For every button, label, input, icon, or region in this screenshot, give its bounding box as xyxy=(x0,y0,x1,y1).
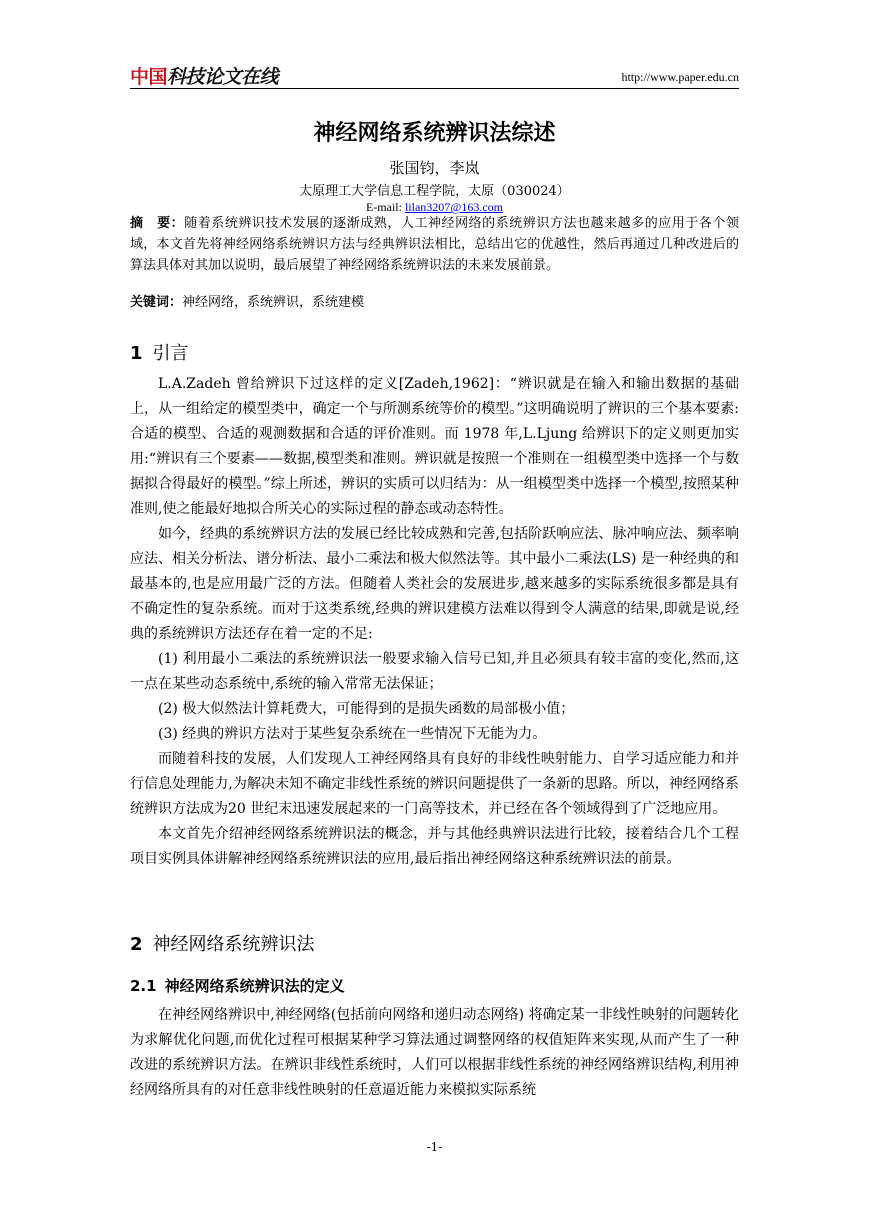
paragraph: 本文首先介绍神经网络系统辨识法的概念，并与其他经典辨识法进行比较，接着结合几个工程项目实例具体讲解神经网络系统辨识法的应用,最后指出神经网络这种系统辨识法的前景。 xyxy=(130,826,739,867)
abstract xyxy=(130,213,739,276)
logo-part-red: 中国 xyxy=(130,66,168,88)
list-marker: (1) xyxy=(158,651,178,667)
section-2-1-body xyxy=(130,1003,739,1103)
page-number: -1- xyxy=(426,1140,443,1154)
paragraph: 而随着科技的发展，人们发现人工神经网络具有良好的非线性映射能力、自学习适应能力和并行信息处理能力,为解决未知不确定非线性系统的辨识问题提供了一条新的思路。所以，神经网络系统辨识方法成为20 世纪末迅速发展起来的一门高等技术，并已经在各个领域得到了广泛地应用。 xyxy=(130,751,739,817)
list-text: 极大似然法计算耗费大，可能得到的是损失函数的局部极小值； xyxy=(182,701,575,717)
keywords-text: 神经网络，系统辨识，系统建模 xyxy=(182,295,365,310)
section-2-number: 2 xyxy=(130,934,143,955)
keywords-label: 关键词： xyxy=(130,295,183,310)
email-label: E-mail: xyxy=(365,200,405,214)
logo-part-black: 科技论文在线 xyxy=(167,66,279,88)
section-1-number: 1 xyxy=(130,343,143,364)
list-text: 利用最小二乘法的系统辨识法一般要求输入信号已知,并且必须具有较丰富的变化,然而,这一点在某些动态系统中,系统的输入常常无法保证； xyxy=(130,651,739,692)
section-2-title: 神经网络系统辨识法 xyxy=(152,934,315,955)
section-2-1-heading xyxy=(130,976,739,996)
abstract-text: 随着系统辨识技术发展的逐渐成熟，人工神经网络的系统辨识方法也越来越多的应用于各个领域，本文首先将神经网络系统辨识方法与经典辨识法相比，总结出它的优越性，然后再通过几种改进后的算法具体对其加以说明，最后展望了神经网络系统辨识法的未来发展前景。 xyxy=(130,216,739,273)
paper-authors: 张国钧，李岚 xyxy=(389,159,480,177)
list-item xyxy=(130,697,739,722)
list-item xyxy=(130,647,739,697)
list-text: 经典的辨识方法对于某些复杂系统在一些情况下无能为力。 xyxy=(182,726,547,742)
list-item xyxy=(130,722,739,747)
list-marker: (2) xyxy=(158,701,178,717)
section-1-heading xyxy=(130,342,739,366)
page-header xyxy=(130,60,739,89)
email-link[interactable]: lilan3207@163.com xyxy=(404,200,504,214)
section-2-1-title: 神经网络系统辨识法的定义 xyxy=(164,977,345,995)
keywords xyxy=(130,293,739,313)
paragraph: L.A.Zadeh 曾给辨识下过这样的定义[Zadeh,1962]：“辨识就是在输入和输出数据的基础上，从一组给定的模型类中，确定一个与所测系统等价的模型。”这明确说明了辨识的三个基本要素:合适的模型、合适的观测数据和合适的评价准则。而 1978 年,L.Ljung 给辨识下的定义则更加实用:“辨识有三个要素——数据,模型类和准则。辨识就是按照一个准则在一组模型类中选择一个与数据拟合得最好的模型。”综上所述，辨识的实质可以归结为：从一组模型类中选择一个模型,按照某种准则,使之能最好地拟合所关心的实际过程的静态或动态特性。 xyxy=(130,376,739,517)
section-2-heading xyxy=(130,933,739,957)
section-2-1-number: 2.1 xyxy=(130,977,157,995)
paper-title: 神经网络系统辨识法综述 xyxy=(313,121,556,146)
section-1-title: 引言 xyxy=(152,343,189,364)
abstract-label: 摘 要： xyxy=(130,216,185,231)
site-url[interactable]: http://www.paper.edu.cn xyxy=(621,70,739,84)
site-logo xyxy=(130,62,278,86)
section-1-body xyxy=(130,372,739,872)
list-marker: (3) xyxy=(158,726,178,742)
paper-affiliation: 太原理工大学信息工程学院，太原（030024） xyxy=(299,184,570,199)
paragraph: 如今，经典的系统辨识方法的发展已经比较成熟和完善,包括阶跃响应法、脉冲响应法、频率响应法、相关分析法、谱分析法、最小二乘法和极大似然法等。其中最小二乘法(LS) 是一种经典的和最基本的,也是应用最广泛的方法。但随着人类社会的发展进步,越来越多的实际系统很多都是具有不确定性的复杂系统。而对于这类系统,经典的辨识建模方法难以得到令人满意的结果,即就是说,经典的系统辨识方法还存在着一定的不足: xyxy=(130,526,739,642)
paragraph: 在神经网络辨识中,神经网络(包括前向网络和递归动态网络) 将确定某一非线性映射的问题转化为求解优化问题,而优化过程可根据某种学习算法通过调整网络的权值矩阵来实现,从而产生了一种改进的系统辨识方法。在辨识非线性系统时，人们可以根据非线性系统的神经网络辨识结构,利用神经网络所具有的对任意非线性映射的任意逼近能力来模拟实际系统 xyxy=(130,1007,739,1098)
